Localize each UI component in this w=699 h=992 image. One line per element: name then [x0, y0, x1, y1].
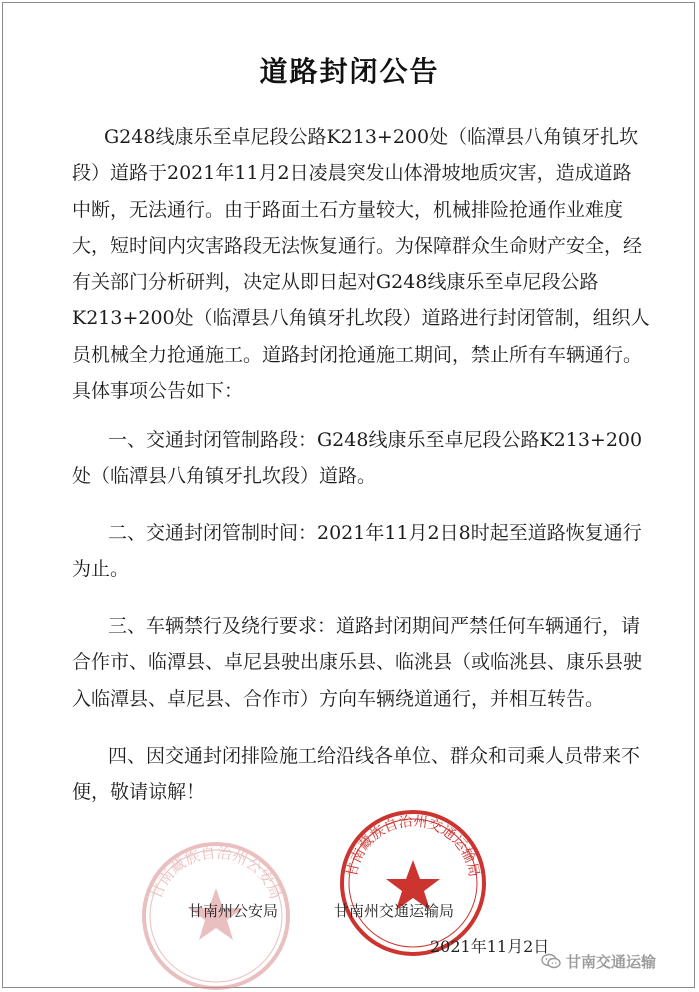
item-3-detour-requirements: 三、车辆禁行及绕行要求：道路封闭期间严禁任何车辆通行，请合作市、临潭县、卓尼县驶出康乐县、临洮县（或临洮县、康乐县驶入临潭县、卓尼县、合作市）方向车辆绕道通行，并相互转告。 [72, 615, 643, 710]
signature-public-security: 甘南州公安局 [188, 902, 279, 920]
account-watermark [541, 950, 656, 972]
item-2-closure-time: 二、交通封闭管制时间：2021年11月2日8时起至道路恢复通行为止。 [72, 522, 642, 581]
wechat-icon [541, 953, 561, 969]
left-seal-text: 甘南藏族自治州公安局 [146, 843, 286, 902]
watermark-text: 甘南交通运输 [566, 952, 657, 971]
right-seal-text: 甘南藏族自治州交通运输局 [344, 813, 482, 879]
signature-date: 2021年11月2日 [430, 937, 550, 956]
signature-transport: 甘南州交通运输局 [334, 902, 455, 920]
item-1-road-section: 一、交通封闭管制路段：G248线康乐至卓尼段公路K213+200处（临潭县八角镇牙扎坎段）道路。 [72, 429, 643, 488]
notice-title: 道路封闭公告 [259, 55, 440, 88]
intro-paragraph: G248线康乐至卓尼段公路K213+200处（临潭县八角镇牙扎坎段）道路于2021年11月2日凌晨突发山体滑坡地质灾害，造成道路中断，无法通行。由于路面土石方量较大，机械排险抢通作业难度大，短时间内灾害路段无法恢复通行。为保障群众生命财产安全，经有关部门分析研判，决定从即日起对G248线康乐至卓尼段公路K213+200处（临潭县八角镇牙扎坎段）道路进行封闭管制，组织人员机械全力抢通施工。道路封闭抢通施工期间，禁止所有车辆通行。具体事项公告如下： [72, 126, 650, 403]
item-4-apology: 四、因交通封闭排险施工给沿线各单位、群众和司乘人员带来不便，敬请谅解！ [72, 745, 641, 804]
